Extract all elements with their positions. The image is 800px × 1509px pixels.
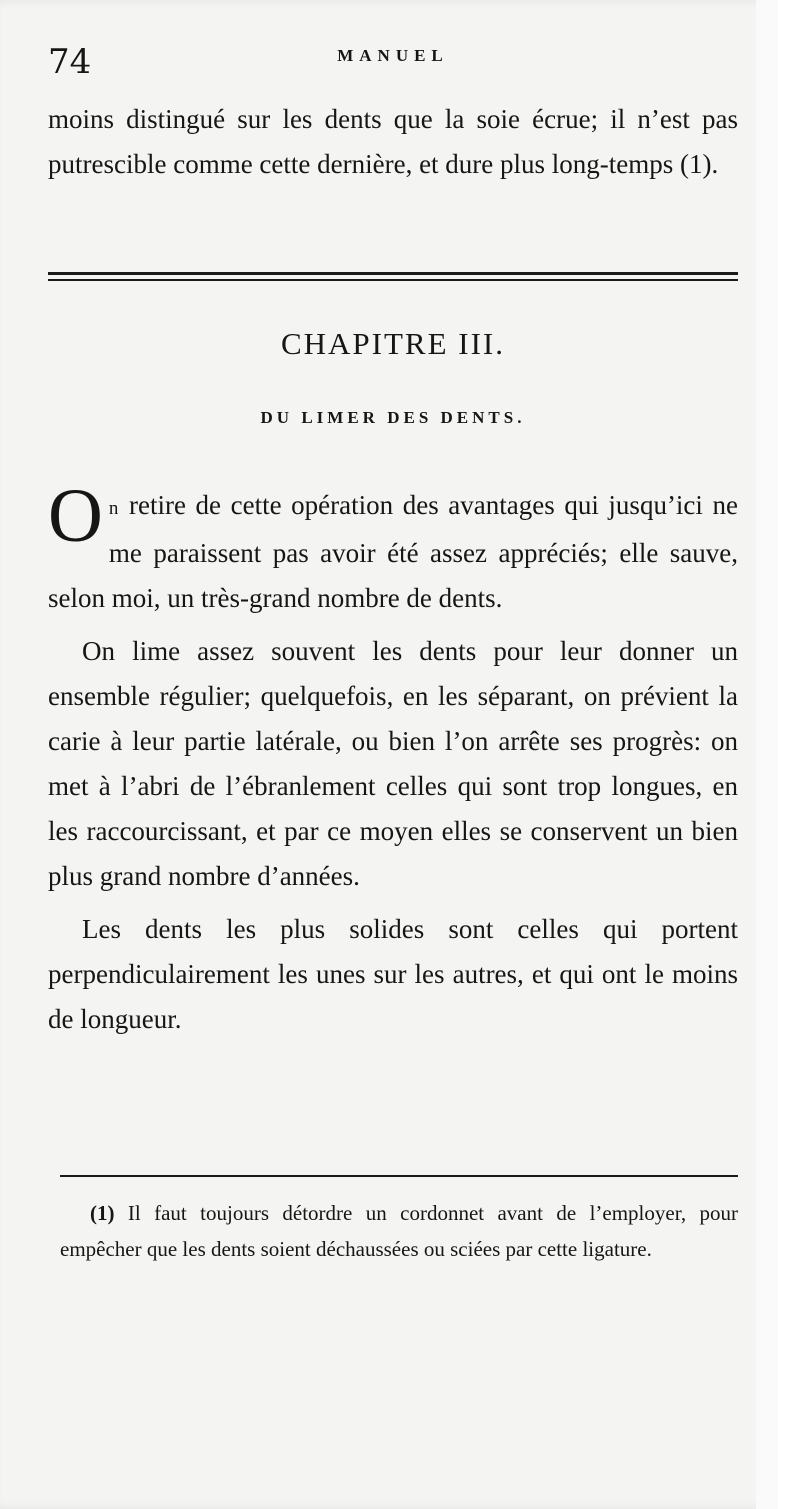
drop-cap: O xyxy=(48,474,103,558)
running-head: MANUEL xyxy=(337,46,449,65)
carry-over-paragraph: moins distingué sur les dents que la soie écrue; il n’est pas putrescible comme cette dernière, et dure plus long-temps (1). xyxy=(48,104,738,179)
chapter-divider-rule xyxy=(48,272,738,281)
carry-over-text xyxy=(48,97,738,187)
page-number: 74 xyxy=(48,42,92,82)
chapter-body xyxy=(48,474,738,1050)
footnote-text: Il faut toujours détordre un cordonnet avant de l’employer, pour empêcher que les dents soient déchaussées ou sciées par cette ligature. xyxy=(60,1201,738,1261)
chapter-subtitle: DU LIMER DES DENTS. xyxy=(260,408,526,427)
first-word-rest: n xyxy=(108,498,120,519)
page-header xyxy=(48,40,738,84)
footnote-rule xyxy=(60,1175,738,1177)
paragraph-2: On lime assez souvent les dents pour leur donner un ensemble régulier; quelquefois, en les séparant, on prévient la carie à leur partie latérale, ou bien l’on arrête ses progrès: on met à l’abri de l’ébranlement celles qui sont trop longues, en les raccourcissant, et par ce moyen elles se conservent un bien plus grand nombre d’années. xyxy=(48,636,738,891)
paragraph-3: Les dents les plus solides sont celles qui portent perpendiculairement les unes sur les autres, et qui ont le moins de longueur. xyxy=(48,914,738,1034)
paragraph-1-text: retire de cette opération des avantages qui jusqu’ici ne me paraissent pas avoir été assez appréciés; elle sauve, selon moi, un très-grand nombre de dents. xyxy=(48,490,738,613)
paragraph-1 xyxy=(48,474,738,621)
footnote-paragraph xyxy=(60,1195,738,1267)
page-edge xyxy=(756,0,778,1509)
chapter-title: CHAPITRE III. xyxy=(280,326,506,361)
footnote xyxy=(60,1195,738,1267)
footnote-marker: (1) xyxy=(90,1201,115,1225)
